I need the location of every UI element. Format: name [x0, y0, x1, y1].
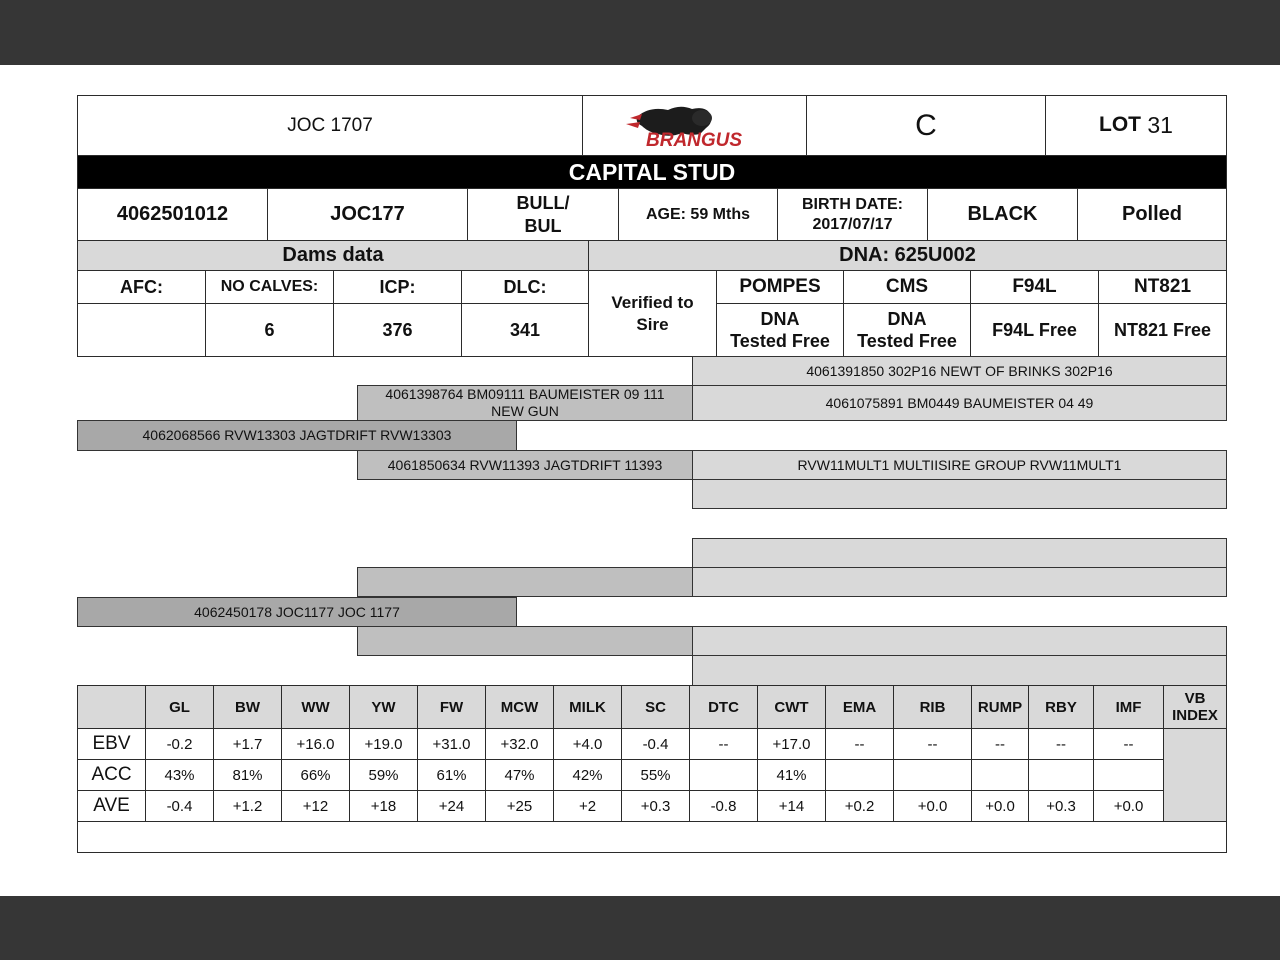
table-cell: +32.0	[486, 729, 554, 760]
id-code: JOC 1707	[77, 95, 583, 156]
pedigree-dam-sire-dam	[692, 567, 1227, 597]
table-cell: +2	[554, 791, 622, 822]
col-header: DTC	[690, 686, 758, 729]
ebv-corner-cell	[78, 686, 146, 729]
table-row	[78, 791, 1227, 822]
table-footer-row	[78, 822, 1227, 853]
lot-number: 31	[1147, 112, 1173, 139]
afc-value	[77, 303, 206, 357]
table-cell	[1094, 760, 1164, 791]
table-cell: -0.8	[690, 791, 758, 822]
f94l-result: F94L Free	[970, 303, 1099, 357]
table-cell: --	[972, 729, 1029, 760]
col-header: BW	[214, 686, 282, 729]
vb-index-header	[1164, 686, 1227, 729]
table-cell: -0.4	[622, 729, 690, 760]
pedigree-dam-dam-sire	[692, 626, 1227, 656]
ebv-header-row	[78, 686, 1227, 729]
row-label: AVE	[78, 791, 146, 822]
pedigree-dam: 4062450178 JOC1177 JOC 1177	[77, 597, 517, 627]
pedigree-dam-sire-sire	[692, 538, 1227, 568]
sex-line1: BULL/	[516, 193, 570, 213]
vb-index-value	[1164, 729, 1227, 822]
pompes-header: POMPES	[716, 270, 844, 304]
dlc-value: 341	[461, 303, 589, 357]
col-header: CWT	[758, 686, 826, 729]
cms-result-line1: DNA	[887, 308, 927, 329]
table-cell: +31.0	[418, 729, 486, 760]
table-cell: 66%	[282, 760, 350, 791]
table-cell: +24	[418, 791, 486, 822]
brangus-logo-icon	[620, 100, 770, 152]
table-cell: +18	[350, 791, 418, 822]
birth-label: BIRTH DATE:	[801, 195, 904, 213]
icp-header: ICP:	[333, 270, 462, 304]
table-cell: 42%	[554, 760, 622, 791]
table-cell	[1029, 760, 1094, 791]
animal-name: JOC177	[267, 188, 468, 241]
top-frame-bar	[0, 0, 1280, 65]
table-cell: 61%	[418, 760, 486, 791]
no-calves-header: NO CALVES:	[205, 270, 334, 304]
col-header: FW	[418, 686, 486, 729]
table-cell: +14	[758, 791, 826, 822]
col-header: MILK	[554, 686, 622, 729]
icp-value: 376	[333, 303, 462, 357]
col-header: RIB	[894, 686, 972, 729]
table-cell: +17.0	[758, 729, 826, 760]
dams-data-title: Dams data	[77, 240, 589, 271]
pedigree-sire: 4062068566 RVW13303 JAGTDRIFT RVW13303	[77, 420, 517, 451]
table-cell: +0.2	[826, 791, 894, 822]
brand-logo	[582, 95, 807, 156]
registration-number: 4062501012	[77, 188, 268, 241]
table-cell: +0.0	[972, 791, 1029, 822]
nt821-result: NT821 Free	[1098, 303, 1227, 357]
table-row	[78, 760, 1227, 791]
pedigree-sire-sire: 4061398764 BM09111 BAUMEISTER 09 111 NEW GUN	[357, 385, 693, 421]
col-header: EMA	[826, 686, 894, 729]
table-cell: +0.0	[894, 791, 972, 822]
table-cell: --	[894, 729, 972, 760]
table-cell: +0.3	[1029, 791, 1094, 822]
col-header: SC	[622, 686, 690, 729]
pedigree-sire-dam-dam	[692, 479, 1227, 509]
stud-name: CAPITAL STUD	[77, 155, 1227, 189]
ebv-table	[77, 685, 1227, 853]
pompes-result-line1: DNA	[760, 308, 800, 329]
grade-letter: C	[806, 95, 1046, 156]
col-header: RUMP	[972, 686, 1029, 729]
table-cell	[690, 760, 758, 791]
cms-result-line2: Tested Free	[857, 331, 957, 351]
table-cell: --	[1029, 729, 1094, 760]
table-cell: +1.7	[214, 729, 282, 760]
table-cell: --	[690, 729, 758, 760]
table-cell: +0.0	[1094, 791, 1164, 822]
col-header: WW	[282, 686, 350, 729]
vb-index-line2: INDEX	[1172, 707, 1218, 724]
table-cell: +1.2	[214, 791, 282, 822]
table-cell: 55%	[622, 760, 690, 791]
table-cell	[894, 760, 972, 791]
animal-age: AGE: 59 Mths	[618, 188, 778, 241]
col-header: YW	[350, 686, 418, 729]
table-cell: +19.0	[350, 729, 418, 760]
row-label: EBV	[78, 729, 146, 760]
birth-value: 2017/07/17	[812, 215, 893, 233]
row-label: ACC	[78, 760, 146, 791]
bottom-frame-bar	[0, 896, 1280, 960]
table-cell: 41%	[758, 760, 826, 791]
dlc-header: DLC:	[461, 270, 589, 304]
pompes-result	[716, 303, 844, 357]
table-footer-cell	[78, 822, 1227, 853]
table-cell: 81%	[214, 760, 282, 791]
verified-to-sire: Verified to Sire	[588, 270, 717, 357]
table-cell: 59%	[350, 760, 418, 791]
dna-code: DNA: 625U002	[588, 240, 1227, 271]
pompes-result-line2: Tested Free	[730, 331, 830, 351]
animal-horn-status: Polled	[1077, 188, 1227, 241]
pedigree-dam-dam-dam	[692, 655, 1227, 686]
table-cell: 43%	[146, 760, 214, 791]
sex-line2: BUL	[524, 215, 562, 236]
table-cell: +4.0	[554, 729, 622, 760]
lot-box	[1045, 95, 1227, 156]
col-header: RBY	[1029, 686, 1094, 729]
birth-date	[777, 188, 928, 241]
col-header: GL	[146, 686, 214, 729]
table-cell: -0.2	[146, 729, 214, 760]
table-cell: +16.0	[282, 729, 350, 760]
table-cell: +0.3	[622, 791, 690, 822]
no-calves-value: 6	[205, 303, 334, 357]
f94l-header: F94L	[970, 270, 1099, 304]
table-cell	[826, 760, 894, 791]
pedigree-sire-dam-sire: RVW11MULT1 MULTIISIRE GROUP RVW11MULT1	[692, 450, 1227, 480]
afc-header: AFC:	[77, 270, 206, 304]
lot-label: LOT	[1099, 113, 1141, 137]
table-cell: --	[1094, 729, 1164, 760]
table-cell	[972, 760, 1029, 791]
col-header: MCW	[486, 686, 554, 729]
pedigree-sire-sire-sire: 4061391850 302P16 NEWT OF BRINKS 302P16	[692, 356, 1227, 386]
cms-header: CMS	[843, 270, 971, 304]
pedigree-sire-sire-dam: 4061075891 BM0449 BAUMEISTER 04 49	[692, 385, 1227, 421]
pedigree-dam-dam	[357, 626, 693, 656]
table-cell: 47%	[486, 760, 554, 791]
table-cell: +12	[282, 791, 350, 822]
animal-sex	[467, 188, 619, 241]
pedigree-sire-dam: 4061850634 RVW11393 JAGTDRIFT 11393	[357, 450, 693, 480]
col-header: IMF	[1094, 686, 1164, 729]
table-cell: +25	[486, 791, 554, 822]
table-cell: --	[826, 729, 894, 760]
table-cell: -0.4	[146, 791, 214, 822]
animal-colour: BLACK	[927, 188, 1078, 241]
table-row	[78, 729, 1227, 760]
pedigree-dam-sire	[357, 567, 693, 597]
cms-result	[843, 303, 971, 357]
svg-text:BRANGUS: BRANGUS	[645, 129, 742, 151]
nt821-header: NT821	[1098, 270, 1227, 304]
vb-index-line1: VB	[1184, 689, 1206, 707]
